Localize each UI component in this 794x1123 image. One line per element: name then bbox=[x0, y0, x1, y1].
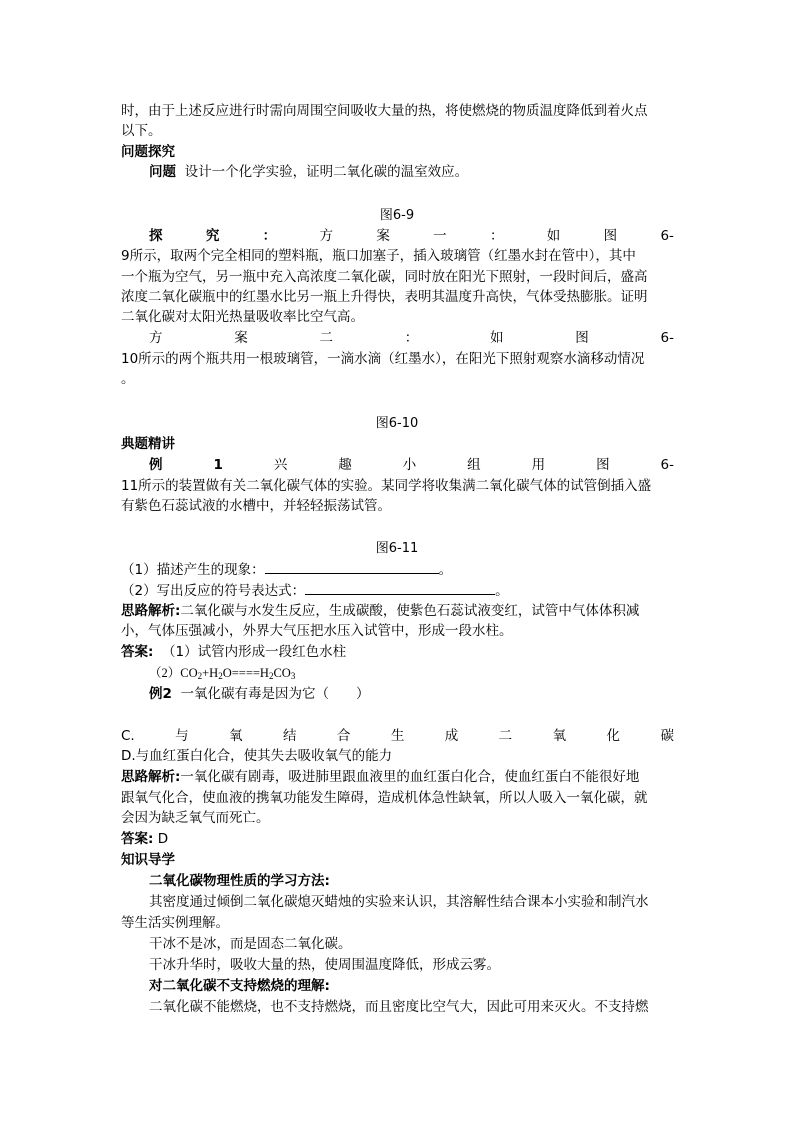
question-text: （2）写出反应的符号表达式： bbox=[121, 583, 306, 599]
example-line bbox=[149, 684, 674, 704]
paragraph-line: 干冰升华时，吸收大量的热，使周围温度降低，形成云雾。 bbox=[149, 957, 500, 973]
token: 6- bbox=[660, 330, 674, 346]
token: 生 bbox=[390, 728, 405, 744]
token: 趣 bbox=[338, 457, 352, 473]
option-c bbox=[121, 726, 674, 746]
question-line bbox=[149, 162, 674, 182]
paragraph-line: 会因为缺乏氧气而死亡。 bbox=[121, 810, 270, 826]
analysis-label: 思路解析: bbox=[121, 769, 181, 785]
token: 如 bbox=[490, 330, 504, 346]
analysis-text: 二氧化碳与水发生反应，生成碳酸，使紫色石蕊试液变红，试管中气体体积减 bbox=[180, 603, 640, 619]
token: 案 bbox=[376, 228, 390, 244]
justified-line bbox=[149, 328, 674, 348]
token: 氧 bbox=[552, 728, 567, 744]
answer-line bbox=[121, 642, 674, 662]
token: 1 bbox=[213, 457, 223, 473]
example-text: 一氧化碳有毒是因为它（ ） bbox=[180, 686, 370, 702]
punctuation: 。 bbox=[495, 583, 509, 599]
token: 组 bbox=[467, 457, 481, 473]
formula-part: O====H bbox=[222, 666, 269, 680]
question-label: 问题 bbox=[149, 164, 176, 180]
answer-text: （1）试管内形成一段红色水柱 bbox=[162, 644, 347, 660]
formula-subscript: 2 bbox=[197, 671, 203, 681]
token: 例 bbox=[149, 457, 163, 473]
token: C. bbox=[121, 728, 135, 744]
token: 图 bbox=[575, 330, 589, 346]
chemical-equation bbox=[149, 666, 295, 680]
token: 二 bbox=[319, 330, 333, 346]
figure-caption: 图6-9 bbox=[379, 208, 415, 223]
token: 二 bbox=[498, 728, 513, 744]
paragraph-line: 有紫色石蕊试液的水槽中，并轻轻振荡试管。 bbox=[121, 498, 391, 514]
token: 兴 bbox=[273, 457, 288, 473]
figure-caption: 图6-11 bbox=[375, 541, 419, 556]
option-d: D.与血红蛋白化合，使其失去吸收氧气的能力 bbox=[121, 748, 393, 764]
analysis-line bbox=[121, 601, 674, 621]
paragraph-line: 。 bbox=[121, 371, 135, 387]
question-text: （1）描述产生的现象： bbox=[121, 562, 265, 578]
token: 结 bbox=[282, 728, 297, 744]
token: 合 bbox=[336, 728, 351, 744]
token: 图 bbox=[603, 228, 618, 244]
token: 案 bbox=[234, 330, 248, 346]
section-heading: 问题探究 bbox=[121, 144, 175, 160]
paragraph-line: 11所示的装置做有关二氧化碳气体的实验。某同学将收集满二氧化碳气体的试管倒插入盛 bbox=[121, 478, 652, 494]
example-label: 例2 bbox=[149, 686, 172, 702]
token: 成 bbox=[444, 728, 459, 744]
token: 图 bbox=[596, 457, 610, 473]
answer-blank[interactable] bbox=[265, 559, 439, 574]
justified-line bbox=[149, 226, 674, 246]
token: 探 bbox=[149, 228, 163, 244]
formula-part: CO bbox=[273, 666, 291, 680]
justified-line bbox=[149, 455, 674, 475]
token: 化 bbox=[606, 728, 621, 744]
paragraph-line: 时，由于上述反应进行时需向周围空间吸收大量的热，将使燃烧的物质温度降低到着火点 bbox=[121, 103, 648, 119]
answer-blank[interactable] bbox=[305, 580, 495, 595]
answer-line bbox=[121, 829, 674, 849]
token: 与 bbox=[175, 728, 189, 744]
paragraph-line: 其密度通过倾倒二氧化碳熄灭蜡烛的实验来认识，其溶解性结合课本小实验和制汽水 bbox=[149, 894, 649, 910]
formula-subscript: 2 bbox=[268, 671, 274, 681]
paragraph-line: 干冰不是冰，而是固态二氧化碳。 bbox=[149, 936, 352, 952]
token: 小 bbox=[402, 457, 417, 473]
analysis-label: 思路解析: bbox=[121, 603, 181, 619]
token: 方 bbox=[319, 228, 333, 244]
formula-line bbox=[149, 663, 674, 686]
analysis-text: 一氧化碳有剧毒，吸进肺里跟血液里的血红蛋白化合，使血红蛋白不能很好地 bbox=[180, 769, 640, 785]
analysis-line bbox=[121, 767, 674, 787]
token: 方 bbox=[149, 330, 163, 346]
token: ： bbox=[262, 228, 277, 244]
answer-label: 答案: bbox=[121, 644, 154, 660]
answer-text: D bbox=[157, 831, 169, 847]
sub-heading: 二氧化碳物理性质的学习方法: bbox=[149, 873, 330, 889]
token: 究 bbox=[205, 228, 220, 244]
token: 氧 bbox=[229, 728, 243, 744]
formula-part: +H bbox=[202, 666, 219, 680]
paragraph-line: 小，气体压强减小，外界大气压把水压入试管中，形成一段水柱。 bbox=[121, 623, 513, 639]
token: 碳 bbox=[660, 728, 674, 744]
question-text: 设计一个化学实验，证明二氧化碳的温室效应。 bbox=[184, 164, 469, 180]
formula-part: （2）CO bbox=[149, 666, 198, 680]
token: ： bbox=[404, 330, 419, 346]
paragraph-line: 10所示的两个瓶共用一根玻璃管，一滴水滴（红墨水），在阳光下照射观察水滴移动情况 bbox=[121, 351, 645, 367]
punctuation: 。 bbox=[438, 562, 453, 578]
token: 如 bbox=[546, 228, 561, 244]
token: ： bbox=[489, 228, 504, 244]
paragraph-line: 9所示，取两个完全相同的塑料瓶，瓶口加塞子，插入玻璃管（红墨水封在管中），其中 bbox=[121, 248, 636, 264]
token: 用 bbox=[531, 457, 546, 473]
section-heading: 知识导学 bbox=[121, 852, 175, 868]
token: 6- bbox=[660, 457, 674, 473]
formula-subscript: 2 bbox=[218, 671, 223, 681]
paragraph-line: 以下。 bbox=[121, 123, 162, 139]
paragraph-line: 浓度二氧化碳瓶中的红墨水比另一瓶上升得快，表明其温度升高快，气体受热膨胀。证明 bbox=[121, 289, 648, 305]
paragraph-line: 跟氧气化合，使血液的携氧功能发生障碍，造成机体急性缺氧，所以人吸入一氧化碳，就 bbox=[121, 790, 648, 806]
answer-label: 答案: bbox=[121, 831, 154, 847]
paragraph-line: 等生活实例理解。 bbox=[121, 915, 229, 931]
fill-question-1 bbox=[121, 559, 674, 580]
figure-caption: 图6-10 bbox=[375, 416, 419, 431]
token: 6- bbox=[660, 228, 674, 244]
section-heading: 典题精讲 bbox=[121, 436, 175, 452]
paragraph-line: 一个瓶为空气，另一瓶中充入高浓度二氧化碳，同时放在阳光下照射，一段时间后，盛高 bbox=[121, 269, 648, 285]
sub-heading: 对二氧化碳不支持燃烧的理解: bbox=[149, 978, 330, 994]
formula-subscript: 3 bbox=[290, 671, 296, 681]
paragraph-line: 二氧化碳对太阳光热量吸收率比空气高。 bbox=[121, 309, 364, 325]
paragraph-line: 二氧化碳不能燃烧，也不支持燃烧，而且密度比空气大，因此可用来灭火。不支持燃 bbox=[149, 999, 649, 1015]
fill-question-2 bbox=[121, 580, 674, 601]
token: 一 bbox=[433, 228, 447, 244]
